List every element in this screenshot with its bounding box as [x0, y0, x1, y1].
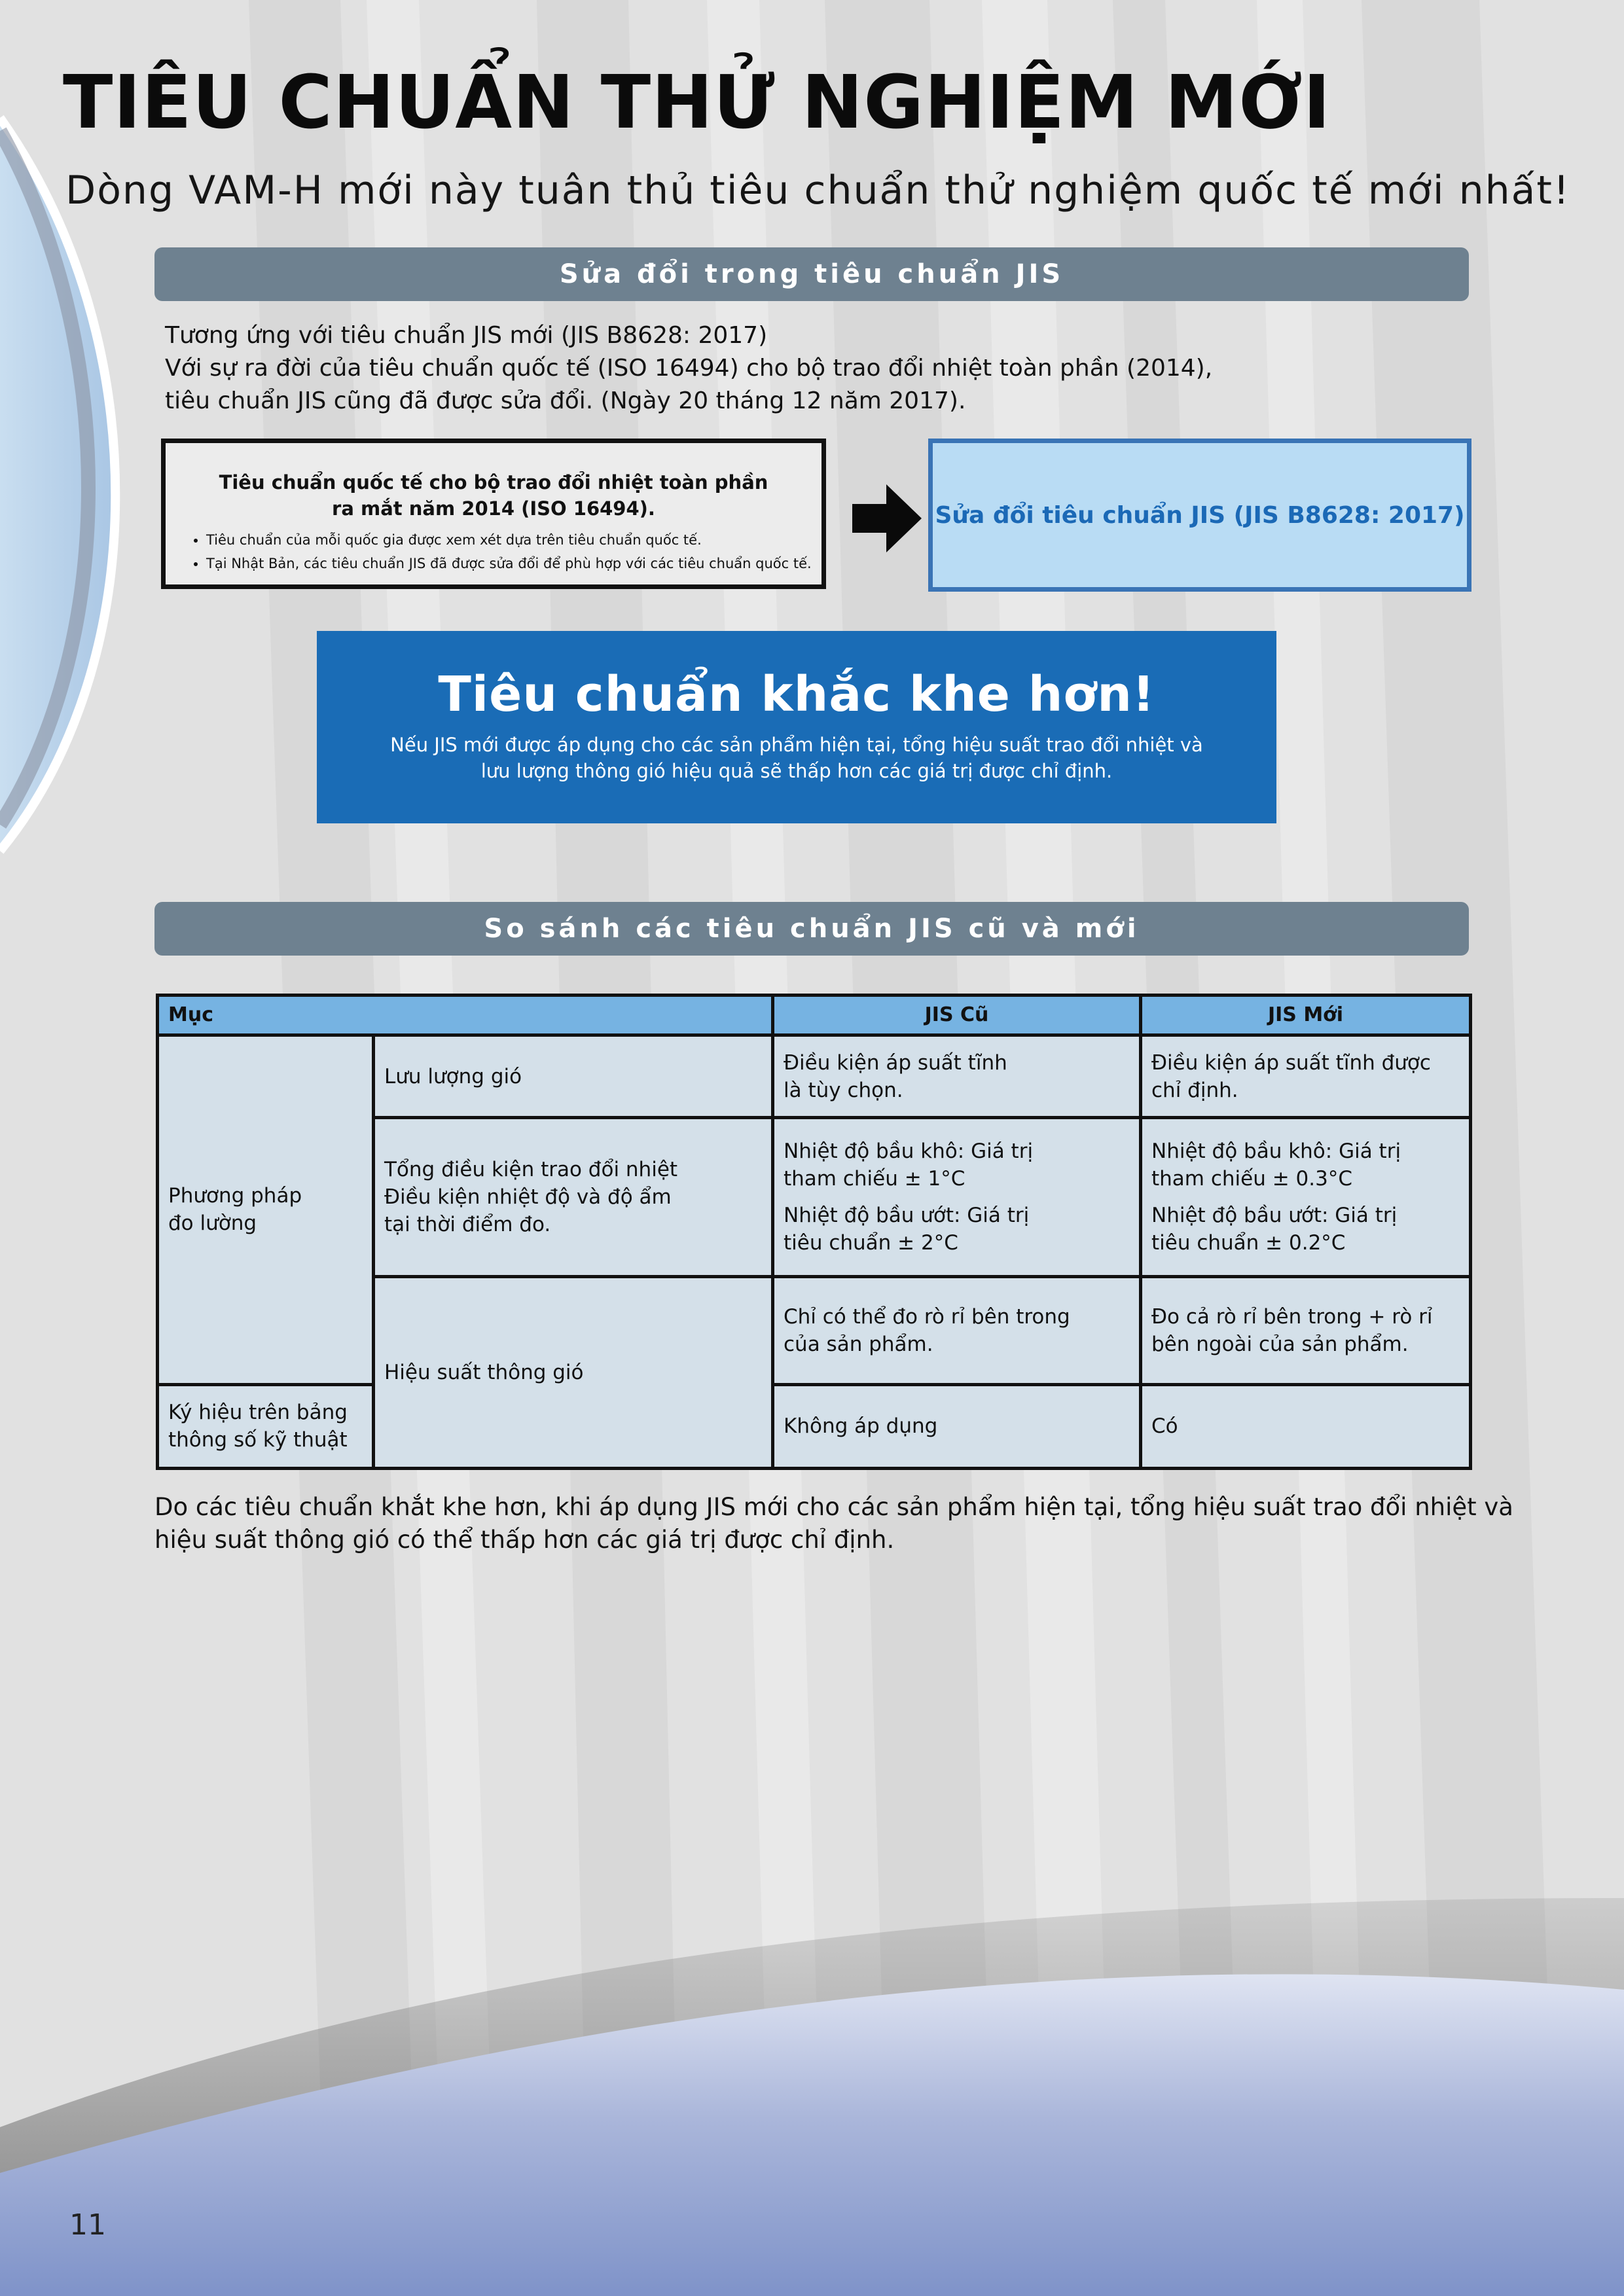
jis-comparison-table: [156, 994, 1472, 1470]
new-jis-cell: Đo cả rò rỉ bên trong + rò rỉ bên ngoài của sản phẩm.: [1141, 1277, 1471, 1384]
new-jis-cell: Điều kiện áp suất tĩnh được chỉ định.: [1141, 1035, 1471, 1118]
item-cell: Hiệu suất thông gió: [374, 1277, 773, 1469]
banner-line: Nếu JIS mới được áp dụng cho các sản phẩm hiện tại, tổng hiệu suất trao đổi nhiệt và: [390, 734, 1203, 756]
header-old-jis: JIS Cũ: [773, 996, 1141, 1035]
note-line: Do các tiêu chuẩn khắt khe hơn, khi áp dụng JIS mới cho các sản phẩm hiện tại, tổng hiệu suất trao đổi nhiệt và: [154, 1493, 1513, 1521]
header-item: Mục: [158, 996, 773, 1035]
group-measurement-method: Phương pháp đo lường: [158, 1035, 374, 1385]
iso-box-title: [184, 469, 803, 522]
old-jis-cell: Không áp dụng: [773, 1384, 1141, 1468]
intro-text: [165, 319, 1212, 418]
item-cell: Tổng điều kiện trao đổi nhiệt Điều kiện nhiệt độ và độ ẩm tại thời điểm đo.: [374, 1118, 773, 1277]
header-new-jis: JIS Mới: [1141, 996, 1471, 1035]
old-jis-cell: Chỉ có thể đo rò rỉ bên trong của sản phẩm.: [773, 1277, 1141, 1384]
banner-body: [317, 732, 1276, 784]
jis-revision-box: Sửa đổi tiêu chuẩn JIS (JIS B8628: 2017): [928, 439, 1471, 592]
new-jis-cell: Có: [1141, 1384, 1471, 1468]
iso-bullet: • Tiêu chuẩn của mỗi quốc gia được xem xét dựa trên tiêu chuẩn quốc tế.: [206, 528, 803, 552]
intro-line: tiêu chuẩn JIS cũng đã được sửa đổi. (Ngày 20 tháng 12 năm 2017).: [165, 387, 966, 414]
item-cell: Lưu lượng gió: [374, 1035, 773, 1118]
section-heading-jis-revision: Sửa đổi trong tiêu chuẩn JIS: [154, 247, 1469, 301]
stricter-standard-banner: [317, 631, 1276, 823]
iso-bullet-list: [184, 528, 812, 575]
comparison-note: [154, 1491, 1513, 1556]
page-title: TIÊU CHUẨN THỬ NGHIỆM MỚI: [63, 60, 1331, 145]
old-jis-cell: Nhiệt độ bầu khô: Giá trị tham chiếu ± 1°C Nhiệt độ bầu ướt: Giá trị tiêu chuẩn ± 2°C: [773, 1118, 1141, 1277]
section-heading-jis-comparison: So sánh các tiêu chuẩn JIS cũ và mới: [154, 902, 1469, 956]
old-jis-cell: Điều kiện áp suất tĩnh là tùy chọn.: [773, 1035, 1141, 1118]
right-arrow-icon: [852, 484, 922, 552]
iso-bullet: • Tại Nhật Bản, các tiêu chuẩn JIS đã được sửa đổi để phù hợp với các tiêu chuẩn quốc tế.: [206, 552, 803, 575]
table-row: [158, 1384, 1471, 1468]
banner-title: Tiêu chuẩn khắc khe hơn!: [438, 666, 1155, 723]
page-number: 11: [69, 2208, 106, 2242]
iso-standard-box: [161, 439, 826, 589]
page-subtitle: Dòng VAM-H mới này tuân thủ tiêu chuẩn thử nghiệm quốc tế mới nhất!: [65, 168, 1571, 213]
banner-line: lưu lượng thông gió hiệu quả sẽ thấp hơn các giá trị được chỉ định.: [480, 760, 1113, 782]
note-line: hiệu suất thông gió có thể thấp hơn các giá trị được chỉ định.: [154, 1526, 895, 1554]
table-header-row: [158, 996, 1471, 1035]
intro-line: Tương ứng với tiêu chuẩn JIS mới (JIS B8628: 2017): [165, 322, 768, 349]
new-jis-cell: Nhiệt độ bầu khô: Giá trị tham chiếu ± 0.3°C Nhiệt độ bầu ướt: Giá trị tiêu chuẩn ± 0.2°C: [1141, 1118, 1471, 1277]
iso-title-line: Tiêu chuẩn quốc tế cho bộ trao đổi nhiệt toàn phần: [219, 471, 768, 493]
iso-title-line: ra mắt năm 2014 (ISO 16494).: [332, 497, 655, 520]
intro-line: Với sự ra đời của tiêu chuẩn quốc tế (ISO 16494) cho bộ trao đổi nhiệt toàn phần (2014),: [165, 355, 1213, 382]
group-spec-label: Ký hiệu trên bảng thông số kỹ thuật: [158, 1384, 374, 1468]
table-row: [158, 1035, 1471, 1118]
